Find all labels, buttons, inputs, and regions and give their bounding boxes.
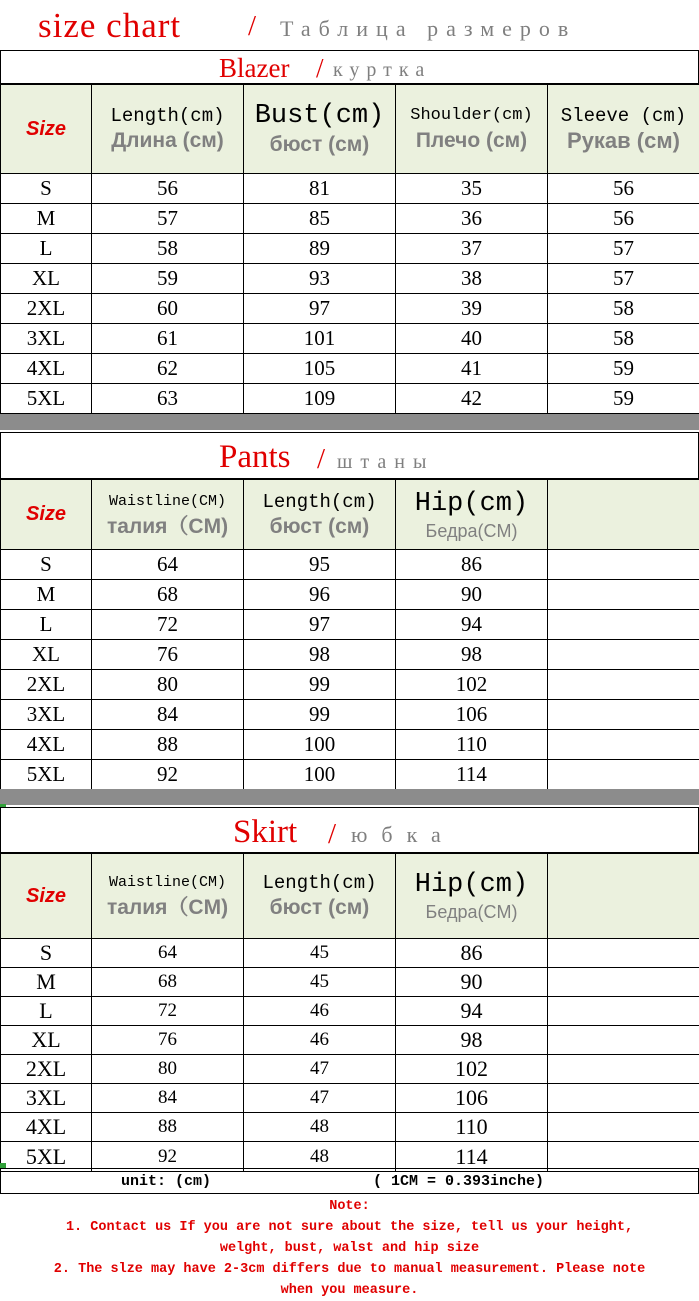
skirt-size-cell: 3XL — [1, 1084, 92, 1113]
skirt-value-cell: 48 — [244, 1142, 396, 1172]
blazer-col-length: Length(cm) Длина (см) — [92, 85, 244, 174]
skirt-value-cell: 47 — [244, 1055, 396, 1084]
pants-data-row — [1, 760, 699, 790]
blazer-data-row — [1, 174, 699, 204]
blazer-data-row — [1, 234, 699, 264]
blazer-value-cell: 56 — [548, 204, 699, 234]
pants-value-cell: 86 — [396, 550, 548, 580]
blazer-data-row — [1, 204, 699, 234]
skirt-value-cell: 114 — [396, 1142, 548, 1172]
pants-empty-cell — [548, 640, 699, 670]
blazer-title-slash: / — [316, 53, 324, 84]
blazer-data-row — [1, 264, 699, 294]
blazer-size-cell: 2XL — [1, 294, 92, 324]
skirt-value-cell: 80 — [92, 1055, 244, 1084]
skirt-size-cell: 5XL — [1, 1142, 92, 1172]
skirt-title-en: Skirt — [233, 814, 297, 851]
blazer-value-cell: 62 — [92, 354, 244, 384]
pants-value-cell: 100 — [244, 730, 396, 760]
skirt-size-cell: 2XL — [1, 1055, 92, 1084]
blazer-value-cell: 58 — [92, 234, 244, 264]
pants-value-cell: 114 — [396, 760, 548, 790]
pants-value-cell: 100 — [244, 760, 396, 790]
skirt-header-row — [1, 854, 699, 939]
pants-value-cell: 84 — [92, 700, 244, 730]
blazer-size-cell: S — [1, 174, 92, 204]
blazer-value-cell: 85 — [244, 204, 396, 234]
blazer-value-cell: 101 — [244, 324, 396, 354]
blazer-value-cell: 89 — [244, 234, 396, 264]
pants-empty-cell — [548, 550, 699, 580]
skirt-data-row — [1, 968, 699, 997]
blazer-title-en: Blazer — [219, 53, 289, 84]
pants-header-row — [1, 480, 699, 550]
blazer-data-row — [1, 384, 699, 414]
pants-value-cell: 92 — [92, 760, 244, 790]
blazer-value-cell: 38 — [396, 264, 548, 294]
notes-line-1: 1. Contact us If you are not sure about the size, tell us your height, — [0, 1217, 699, 1238]
blazer-value-cell: 57 — [548, 264, 699, 294]
skirt-value-cell: 84 — [92, 1084, 244, 1113]
skirt-empty-cell — [548, 968, 699, 997]
pants-title-en: Pants — [219, 439, 291, 476]
blazer-value-cell: 59 — [92, 264, 244, 294]
pants-empty-cell — [548, 580, 699, 610]
blazer-value-cell: 35 — [396, 174, 548, 204]
section-separator — [0, 789, 699, 805]
pants-value-cell: 96 — [244, 580, 396, 610]
pants-col-hip: Hip(cm) Бедра(CM) — [396, 480, 548, 550]
blazer-value-cell: 60 — [92, 294, 244, 324]
pants-value-cell: 76 — [92, 640, 244, 670]
pants-data-row — [1, 700, 699, 730]
pants-title-row — [0, 432, 699, 479]
blazer-value-cell: 58 — [548, 294, 699, 324]
skirt-col-length: Length(cm) бюст (см) — [244, 854, 396, 939]
pants-data-row — [1, 640, 699, 670]
blazer-data-row — [1, 354, 699, 384]
blazer-header-row — [1, 85, 699, 174]
skirt-value-cell: 45 — [244, 968, 396, 997]
blazer-value-cell: 59 — [548, 354, 699, 384]
pants-value-cell: 72 — [92, 610, 244, 640]
unit-label: unit: (cm) — [121, 1173, 211, 1190]
skirt-value-cell: 102 — [396, 1055, 548, 1084]
unit-row — [0, 1168, 699, 1194]
blazer-size-cell: L — [1, 234, 92, 264]
pants-value-cell: 106 — [396, 700, 548, 730]
notes-title: Note: — [0, 1196, 699, 1217]
pants-size-header: Size — [1, 480, 92, 550]
pants-size-cell: M — [1, 580, 92, 610]
main-title-row — [0, 0, 699, 50]
pants-col-empty — [548, 480, 699, 550]
pants-value-cell: 68 — [92, 580, 244, 610]
skirt-value-cell: 106 — [396, 1084, 548, 1113]
skirt-size-header: Size — [1, 854, 92, 939]
pants-empty-cell — [548, 700, 699, 730]
pants-title-ru: штаны — [337, 451, 434, 474]
pants-data-row — [1, 610, 699, 640]
skirt-size-cell: S — [1, 939, 92, 968]
pants-empty-cell — [548, 670, 699, 700]
notes-line-2: welght, bust, walst and hip size — [0, 1238, 699, 1259]
pants-value-cell: 80 — [92, 670, 244, 700]
skirt-size-cell: L — [1, 997, 92, 1026]
blazer-value-cell: 93 — [244, 264, 396, 294]
pants-value-cell: 95 — [244, 550, 396, 580]
skirt-value-cell: 86 — [396, 939, 548, 968]
blazer-value-cell: 63 — [92, 384, 244, 414]
blazer-value-cell: 61 — [92, 324, 244, 354]
pants-value-cell: 94 — [396, 610, 548, 640]
skirt-value-cell: 98 — [396, 1026, 548, 1055]
pants-data-row — [1, 550, 699, 580]
skirt-size-cell: 4XL — [1, 1113, 92, 1142]
skirt-data-row — [1, 1055, 699, 1084]
notes-line-4: when you measure. — [0, 1280, 699, 1301]
pants-value-cell: 99 — [244, 670, 396, 700]
skirt-empty-cell — [548, 1055, 699, 1084]
skirt-col-empty — [548, 854, 699, 939]
blazer-size-cell: 5XL — [1, 384, 92, 414]
skirt-value-cell: 88 — [92, 1113, 244, 1142]
skirt-title-row — [0, 807, 699, 853]
section-separator — [0, 414, 699, 430]
skirt-empty-cell — [548, 939, 699, 968]
pants-value-cell: 98 — [396, 640, 548, 670]
skirt-value-cell: 48 — [244, 1113, 396, 1142]
pants-empty-cell — [548, 730, 699, 760]
skirt-value-cell: 72 — [92, 997, 244, 1026]
blazer-size-cell: XL — [1, 264, 92, 294]
pants-data-row — [1, 580, 699, 610]
unit-conversion: ( 1CM = 0.393inche) — [373, 1173, 544, 1190]
pants-data-row — [1, 730, 699, 760]
pants-value-cell: 99 — [244, 700, 396, 730]
blazer-data-row — [1, 324, 699, 354]
skirt-empty-cell — [548, 1113, 699, 1142]
skirt-data-row — [1, 1084, 699, 1113]
skirt-data-row — [1, 1026, 699, 1055]
skirt-empty-cell — [548, 1026, 699, 1055]
pants-title-slash: / — [317, 443, 325, 476]
pants-size-cell: 3XL — [1, 700, 92, 730]
blazer-value-cell: 57 — [92, 204, 244, 234]
blazer-title-row — [0, 50, 699, 84]
skirt-col-hip: Hip(cm) Бедра(CM) — [396, 854, 548, 939]
skirt-empty-cell — [548, 1084, 699, 1113]
skirt-value-cell: 68 — [92, 968, 244, 997]
pants-value-cell: 97 — [244, 610, 396, 640]
pants-col-waistline: Waistline(CM) талия（CM) — [92, 480, 244, 550]
notes-line-3: 2. The slze may have 2-3cm differs due to manual measurement. Please note — [0, 1259, 699, 1280]
skirt-table — [0, 853, 699, 1172]
skirt-value-cell: 90 — [396, 968, 548, 997]
main-title-ru: Таблица размеров — [280, 16, 576, 42]
pants-size-cell: XL — [1, 640, 92, 670]
skirt-value-cell: 64 — [92, 939, 244, 968]
blazer-value-cell: 39 — [396, 294, 548, 324]
skirt-value-cell: 76 — [92, 1026, 244, 1055]
blazer-col-sleeve: Sleeve (cm) Рукав (см) — [548, 85, 699, 174]
pants-empty-cell — [548, 760, 699, 790]
blazer-value-cell: 105 — [244, 354, 396, 384]
skirt-data-row — [1, 939, 699, 968]
blazer-value-cell: 40 — [396, 324, 548, 354]
pants-value-cell: 110 — [396, 730, 548, 760]
blazer-size-cell: M — [1, 204, 92, 234]
skirt-empty-cell — [548, 1142, 699, 1172]
main-title-en: size chart — [38, 6, 181, 46]
skirt-value-cell: 92 — [92, 1142, 244, 1172]
blazer-data-row — [1, 294, 699, 324]
skirt-col-waistline: Waistline(CM) талия（CM) — [92, 854, 244, 939]
blazer-value-cell: 57 — [548, 234, 699, 264]
blazer-table — [0, 84, 699, 414]
blazer-value-cell: 97 — [244, 294, 396, 324]
pants-size-cell: L — [1, 610, 92, 640]
main-title-slash: / — [248, 10, 256, 43]
pants-value-cell: 64 — [92, 550, 244, 580]
blazer-size-header: Size — [1, 85, 92, 174]
skirt-empty-cell — [548, 997, 699, 1026]
pants-size-cell: 5XL — [1, 760, 92, 790]
skirt-value-cell: 46 — [244, 1026, 396, 1055]
pants-size-cell: 4XL — [1, 730, 92, 760]
skirt-title-slash: / — [328, 818, 336, 851]
skirt-data-row — [1, 1113, 699, 1142]
pants-col-length: Length(cm) бюст (см) — [244, 480, 396, 550]
blazer-size-cell: 4XL — [1, 354, 92, 384]
blazer-value-cell: 36 — [396, 204, 548, 234]
blazer-value-cell: 109 — [244, 384, 396, 414]
skirt-value-cell: 110 — [396, 1113, 548, 1142]
pants-value-cell: 88 — [92, 730, 244, 760]
skirt-title-ru: юбка — [351, 822, 455, 848]
skirt-value-cell: 45 — [244, 939, 396, 968]
pants-value-cell: 98 — [244, 640, 396, 670]
skirt-value-cell: 46 — [244, 997, 396, 1026]
skirt-value-cell: 47 — [244, 1084, 396, 1113]
skirt-size-cell: M — [1, 968, 92, 997]
skirt-data-row — [1, 997, 699, 1026]
skirt-value-cell: 94 — [396, 997, 548, 1026]
notes-block — [0, 1196, 699, 1301]
skirt-data-row — [1, 1142, 699, 1172]
blazer-size-cell: 3XL — [1, 324, 92, 354]
pants-value-cell: 102 — [396, 670, 548, 700]
blazer-value-cell: 59 — [548, 384, 699, 414]
pants-empty-cell — [548, 610, 699, 640]
blazer-title-ru: куртка — [333, 59, 431, 82]
blazer-value-cell: 37 — [396, 234, 548, 264]
blazer-col-shoulder: Shoulder(cm) Плечо (см) — [396, 85, 548, 174]
blazer-value-cell: 56 — [548, 174, 699, 204]
skirt-size-cell: XL — [1, 1026, 92, 1055]
blazer-value-cell: 56 — [92, 174, 244, 204]
blazer-value-cell: 58 — [548, 324, 699, 354]
pants-data-row — [1, 670, 699, 700]
blazer-value-cell: 41 — [396, 354, 548, 384]
blazer-value-cell: 42 — [396, 384, 548, 414]
pants-table — [0, 479, 699, 790]
blazer-value-cell: 81 — [244, 174, 396, 204]
pants-value-cell: 90 — [396, 580, 548, 610]
blazer-col-bust: Bust(cm) бюст (см) — [244, 85, 396, 174]
pants-size-cell: S — [1, 550, 92, 580]
pants-size-cell: 2XL — [1, 670, 92, 700]
